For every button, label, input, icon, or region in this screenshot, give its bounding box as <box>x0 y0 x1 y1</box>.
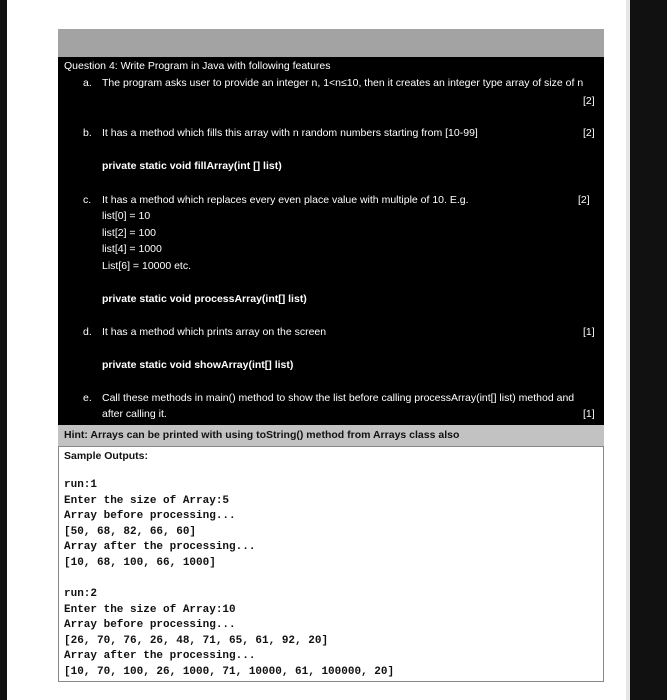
item-b-text: It has a method which fills this array with n random numbers starting from [10-99] <box>102 127 478 139</box>
code-line: [10, 70, 100, 26, 1000, 71, 10000, 61, 100000, 20] <box>64 666 395 678</box>
code-line: Enter the size of Array:10 <box>64 604 236 616</box>
item-d-marks: [1] <box>583 326 595 338</box>
code-line: [10, 68, 100, 66, 1000] <box>64 557 216 569</box>
hint-bar: Hint: Arrays can be printed with using toString() method from Arrays class also <box>58 425 604 446</box>
code-line: Array after the processing... <box>64 650 256 662</box>
question-title: Question 4: Write Program in Java with following features <box>64 60 331 72</box>
code-line: Array after the processing... <box>64 541 256 553</box>
item-e-text-line2: after calling it. <box>102 408 167 420</box>
item-d-text: It has a method which prints array on the screen <box>102 326 327 338</box>
code-line: Array before processing... <box>64 510 236 522</box>
item-c-example: list[4] = 1000 <box>102 243 162 255</box>
code-line: run:1 <box>64 479 98 491</box>
item-e-letter: e. <box>83 392 92 404</box>
item-c-letter: c. <box>83 194 92 206</box>
item-b-marks: [2] <box>583 127 595 139</box>
item-c-text: It has a method which replaces every even place value with multiple of 10. E.g. <box>102 194 469 206</box>
item-a-text: The program asks user to provide an integer n, 1<n≤10, then it creates an integer type array of size of n <box>102 77 584 89</box>
header-band <box>58 29 604 57</box>
item-b-code: private static void fillArray(int [] list) <box>102 160 282 172</box>
question-box <box>58 57 604 425</box>
item-a-marks: [2] <box>583 95 595 107</box>
code-line: run:2 <box>64 588 98 600</box>
item-c-example: list[0] = 10 <box>102 210 151 222</box>
sample-output-box <box>58 446 604 682</box>
item-c-example: list[2] = 100 <box>102 227 156 239</box>
item-d-letter: d. <box>83 326 92 338</box>
item-e-text-line1: Call these methods in main() method to show the list before calling processArray(int[] list) method and <box>102 392 575 404</box>
left-edge <box>0 0 7 700</box>
item-c-marks: [2] <box>578 194 590 206</box>
code-line: Enter the size of Array:5 <box>64 495 230 507</box>
item-b-letter: b. <box>83 127 92 139</box>
item-a-letter: a. <box>83 77 92 89</box>
code-line: Array before processing... <box>64 619 236 631</box>
sample-outputs-label: Sample Outputs: <box>64 450 149 462</box>
right-edge <box>630 0 667 700</box>
item-c-example: List[6] = 10000 etc. <box>102 260 192 272</box>
item-c-code: private static void processArray(int[] list) <box>102 293 307 305</box>
code-line: [50, 68, 82, 66, 60] <box>64 526 197 538</box>
item-d-code: private static void showArray(int[] list) <box>102 359 294 371</box>
item-e-marks: [1] <box>583 408 595 420</box>
code-line: [26, 70, 76, 26, 48, 71, 65, 61, 92, 20] <box>64 635 329 647</box>
